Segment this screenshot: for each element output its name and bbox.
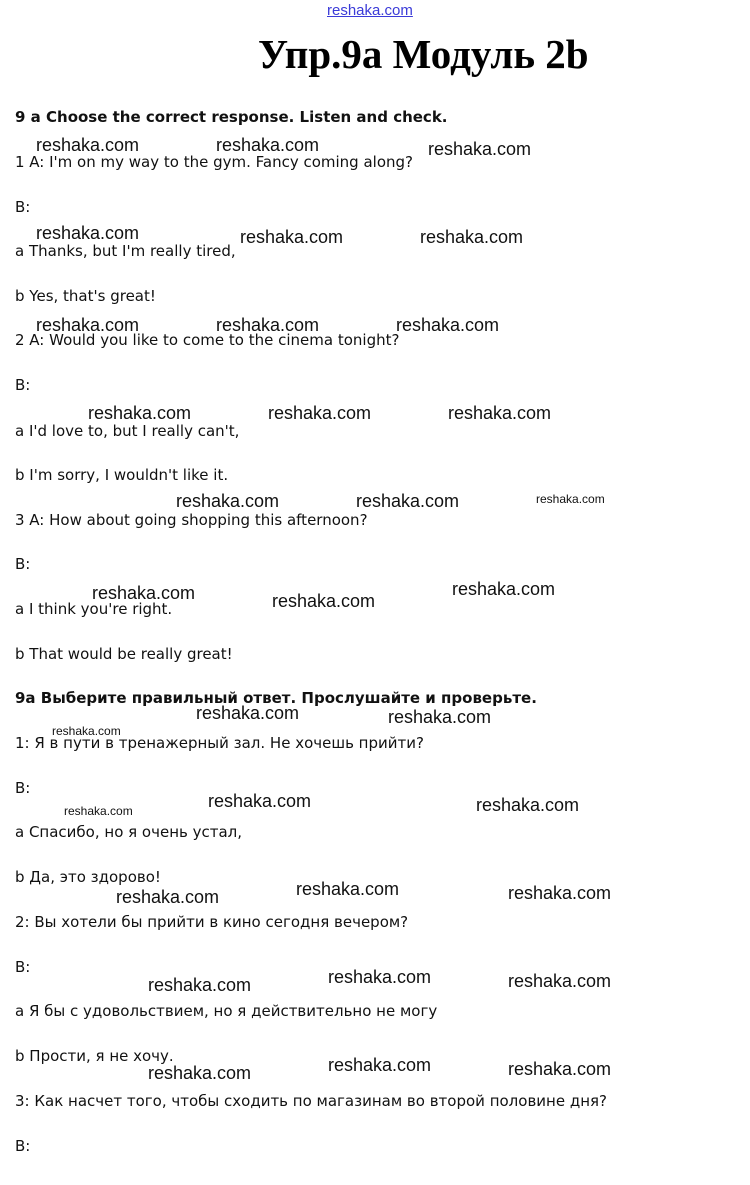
watermark: reshaka.com (536, 492, 605, 506)
watermark: reshaka.com (116, 887, 220, 907)
watermark: reshaka.com (240, 227, 344, 247)
watermark: reshaka.com (36, 315, 140, 335)
option-b: b Прости, я не хочу. (15, 1047, 174, 1065)
watermark: reshaka.com (388, 707, 492, 727)
watermark: reshaka.com (508, 1059, 612, 1079)
watermark: reshaka.com (196, 703, 300, 723)
option-a: a Я бы с удовольствием, но я действительно не могу (15, 1002, 438, 1020)
answer-prompt: B: (15, 779, 31, 797)
exercise-heading-ru: 9a Выберите правильный ответ. Прослушайте и проверьте. (15, 689, 537, 707)
option-a: a Спасибо, но я очень устал, (15, 823, 243, 841)
option-b: b Да, это здорово! (15, 868, 161, 886)
option-b: b That would be really great! (15, 645, 233, 663)
watermark: reshaka.com (448, 403, 552, 423)
answer-prompt: B: (15, 198, 31, 216)
watermark: reshaka.com (92, 583, 196, 603)
question-2-ru: 2: Вы хотели бы прийти в кино сегодня вечером? (15, 913, 409, 931)
watermark: reshaka.com (476, 795, 580, 815)
watermark: reshaka.com (148, 975, 252, 995)
answer-prompt: B: (15, 1137, 31, 1155)
option-b: b Yes, that's great! (15, 287, 156, 305)
question-1-en: 1 A: I'm on my way to the gym. Fancy coming along? (15, 153, 413, 171)
watermark: reshaka.com (88, 403, 192, 423)
watermark: reshaka.com (396, 315, 500, 335)
watermark: reshaka.com (452, 579, 556, 599)
answer-prompt: B: (15, 376, 31, 394)
watermark: reshaka.com (508, 971, 612, 991)
watermark: reshaka.com (36, 135, 140, 155)
watermark: reshaka.com (176, 491, 280, 511)
watermark: reshaka.com (328, 1055, 432, 1075)
watermark: reshaka.com (420, 227, 524, 247)
question-3-ru: 3: Как насчет того, чтобы сходить по магазинам во второй половине дня? (15, 1092, 607, 1110)
question-2-en: 2 A: Would you like to come to the cinema tonight? (15, 331, 400, 349)
question-3-en: 3 A: How about going shopping this afternoon? (15, 511, 368, 529)
watermark: reshaka.com (148, 1063, 252, 1083)
watermark: reshaka.com (216, 315, 320, 335)
option-a: a I'd love to, but I really can't, (15, 422, 240, 440)
option-a: a I think you're right. (15, 600, 173, 618)
option-b: b I'm sorry, I wouldn't like it. (15, 466, 229, 484)
watermark: reshaka.com (296, 879, 400, 899)
option-a: a Thanks, but I'm really tired, (15, 242, 236, 260)
watermark: reshaka.com (428, 139, 532, 159)
exercise-heading-en: 9 a Choose the correct response. Listen and check. (15, 108, 448, 126)
answer-prompt: B: (15, 958, 31, 976)
watermark: reshaka.com (52, 724, 121, 738)
watermark: reshaka.com (508, 883, 612, 903)
question-1-ru: 1: Я в пути в тренажерный зал. Не хочешь прийти? (15, 734, 424, 752)
watermark: reshaka.com (356, 491, 460, 511)
answer-prompt: B: (15, 555, 31, 573)
watermark: reshaka.com (208, 791, 312, 811)
watermark: reshaka.com (64, 804, 133, 818)
watermark: reshaka.com (36, 223, 140, 243)
page-title: Упр.9a Модуль 2b (258, 31, 589, 77)
site-link[interactable]: reshaka.com (327, 2, 413, 19)
watermark: reshaka.com (268, 403, 372, 423)
watermark: reshaka.com (328, 967, 432, 987)
watermark: reshaka.com (216, 135, 320, 155)
watermark: reshaka.com (272, 591, 376, 611)
